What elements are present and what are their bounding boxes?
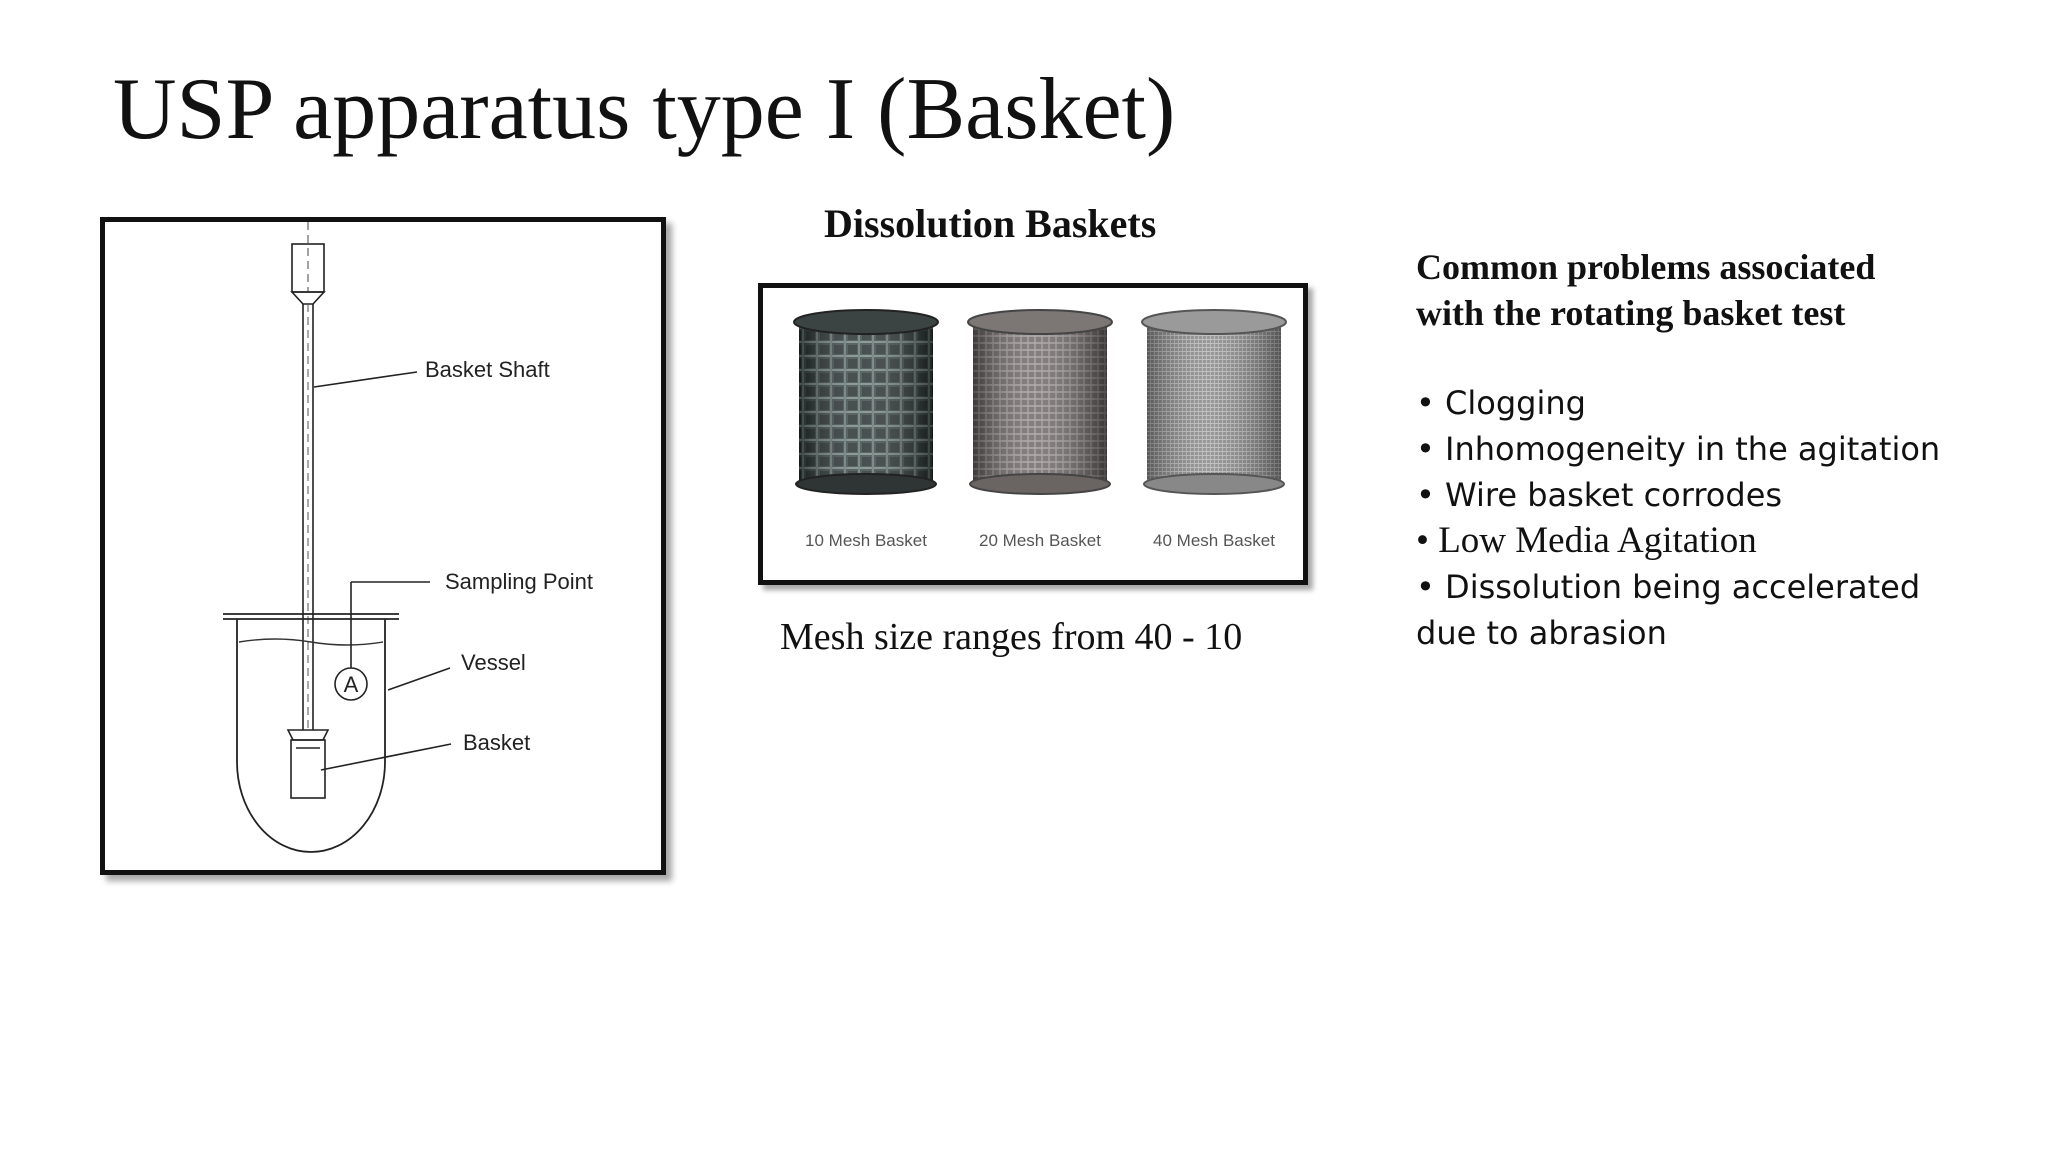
basket-photo-20-mesh [968,310,1112,494]
label-basket: Basket [463,730,531,755]
problem-item: • Low Media Agitation [1416,520,1757,561]
problem-item: • Inhomogeneity in the agitation [1416,430,1941,468]
caption-20-mesh: 20 Mesh Basket [979,531,1101,550]
caption-10-mesh: 10 Mesh Basket [805,531,927,550]
svg-text:A: A [343,672,359,697]
problems-list [1416,380,1976,656]
basket-photo-40-mesh [1142,310,1286,494]
vessel [237,619,385,852]
slide-title: USP apparatus type I (Basket) [113,61,1176,158]
problems-heading: Common problems associated with the rotating basket test [1416,247,1876,333]
label-sampling-point: Sampling Point [445,569,593,594]
basket-photo-panel [758,283,1308,585]
apparatus-diagram [100,217,666,875]
apparatus-diagram-drawing [105,222,661,870]
problem-item: • Dissolution being accelerated due to abrasion [1416,568,1921,652]
caption-40-mesh: 40 Mesh Basket [1153,531,1275,550]
problem-item: • Wire basket corrodes [1416,476,1783,514]
label-basket-shaft: Basket Shaft [425,357,550,382]
basket-photo-10-mesh [794,310,938,494]
problem-item: • Clogging [1416,384,1586,422]
dissolution-baskets-heading: Dissolution Baskets [824,201,1157,246]
label-vessel: Vessel [461,650,526,675]
mesh-size-note: Mesh size ranges from 40 - 10 [780,616,1243,658]
basket-photos [763,288,1303,580]
